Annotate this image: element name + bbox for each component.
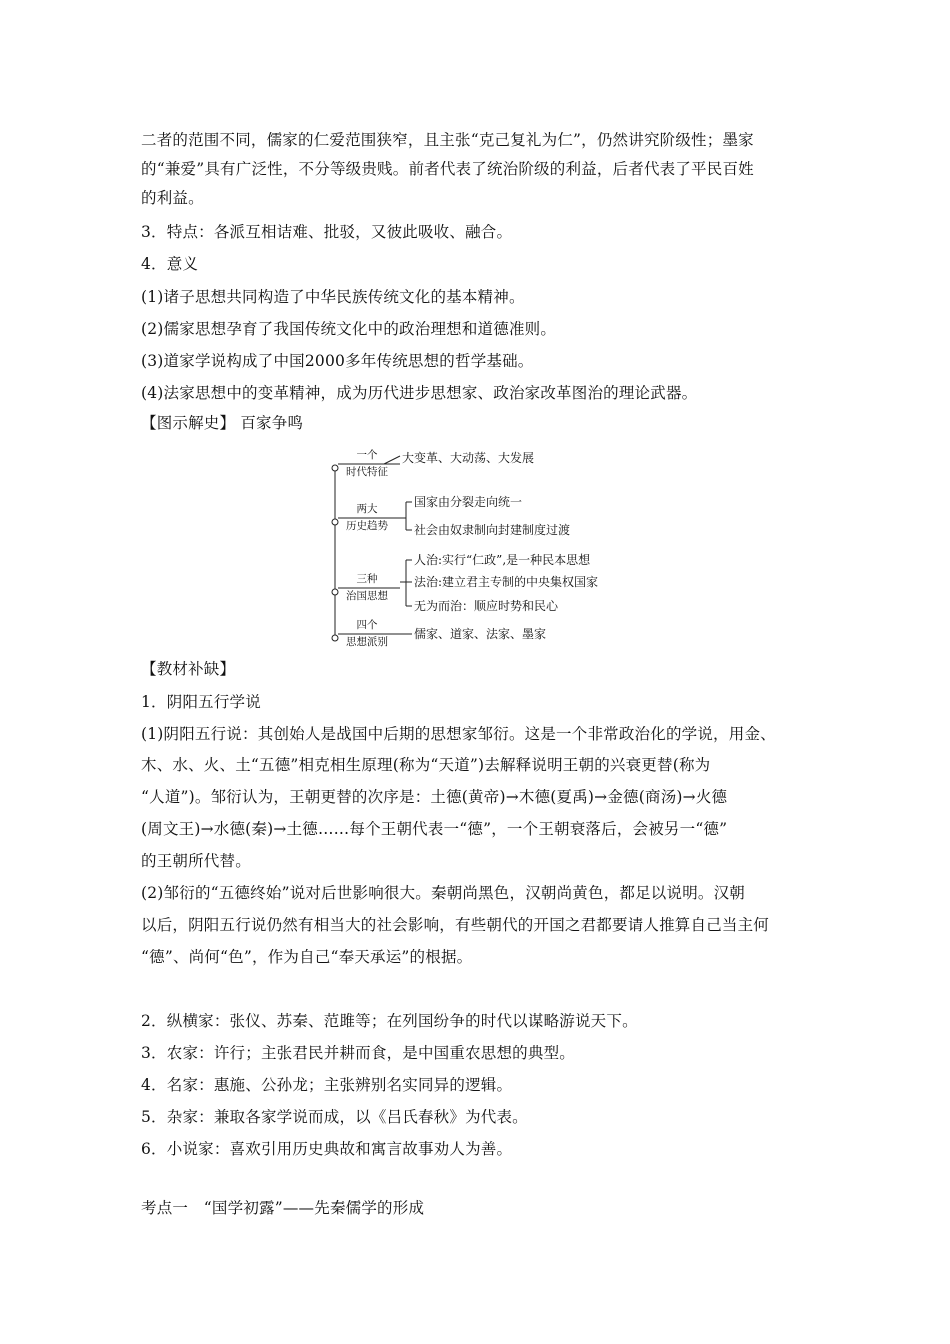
diagram-group1-top: 一个	[356, 449, 378, 461]
diagram-group4-top: 四个	[356, 619, 378, 631]
item-significance-title: 4．意义	[141, 255, 199, 273]
diagram-group3-item: 人治:实行“仁政”,是一种民本思想	[414, 553, 591, 567]
diagram-group4-label: 思想派别	[346, 636, 388, 648]
diagram-group3-item: 法治:建立君主专制的中央集权国家	[414, 575, 599, 589]
paragraph-line: “人道”)。邹衍认为，王朝更替的次序是：土德(黄帝)→木德(夏禹)→金德(商汤)→火德	[141, 788, 728, 806]
significance-2: (2)儒家思想孕育了我国传统文化中的政治理想和道德准则。	[141, 320, 557, 338]
hundred-schools-diagram	[320, 444, 620, 654]
paragraph-line: 二者的范围不同，儒家的仁爱范围狭窄，且主张“克己复礼为仁”，仍然讲究阶级性；墨家	[141, 131, 754, 149]
significance-4: (4)法家思想中的变革精神，成为历代进步思想家、政治家改革图治的理论武器。	[141, 384, 698, 402]
diagram-group3-label: 治国思想	[346, 590, 388, 602]
supplement-heading: 【教材补缺】	[141, 660, 236, 678]
diagram-group1-item: 大变革、大动荡、大发展	[402, 451, 535, 465]
diagram-group2-item: 国家由分裂走向统一	[414, 495, 523, 509]
paragraph-line: 的王朝所代替。	[141, 852, 251, 870]
paragraph-line: 的利益。	[141, 189, 204, 207]
significance-3: (3)道家学说构成了中国2000多年传统思想的哲学基础。	[141, 352, 534, 370]
supplement-3: 3．农家：许行；主张君民并耕而食，是中国重农思想的典型。	[141, 1044, 575, 1062]
supplement-1-title: 1．阴阳五行学说	[141, 693, 261, 711]
diagram-group2-label: 历史趋势	[346, 520, 388, 532]
supplement-5: 5．杂家：兼取各家学说而成，以《吕氏春秋》为代表。	[141, 1108, 528, 1126]
diagram-group4-item: 儒家、道家、法家、墨家	[414, 627, 547, 641]
paragraph-line: (2)邹衍的“五德终始”说对后世影响很大。秦朝尚黑色，汉朝尚黄色，都足以说明。汉朝	[141, 884, 746, 902]
paragraph-line: “德”、尚何“色”，作为自己“奉天承运”的根据。	[141, 948, 473, 966]
item-features: 3．特点：各派互相诘难、批驳，又彼此吸收、融合。	[141, 223, 513, 241]
paragraph-line: (1)阴阳五行说：其创始人是战国中后期的思想家邹衍。这是一个非常政治化的学说，用金、	[141, 725, 776, 743]
diagram-group2-top: 两大	[356, 503, 378, 515]
supplement-6: 6．小说家：喜欢引用历史典故和寓言故事劝人为善。	[141, 1140, 513, 1158]
supplement-4: 4．名家：惠施、公孙龙；主张辨别名实同异的逻辑。	[141, 1076, 513, 1094]
diagram-heading: 【图示解史】 百家争鸣	[141, 414, 304, 432]
supplement-2: 2．纵横家：张仪、苏秦、范雎等；在列国纷争的时代以谋略游说天下。	[141, 1012, 638, 1030]
diagram-group3-top: 三种	[356, 573, 378, 585]
diagram-group1-label: 时代特征	[346, 466, 388, 478]
paragraph-line: 木、水、火、土“五德”相克相生原理(称为“天道”)去解释说明王朝的兴衰更替(称为	[141, 756, 711, 774]
section-title: 考点一 “国学初露”——先秦儒学的形成	[141, 1199, 425, 1217]
paragraph-line: (周文王)→水德(秦)→土德……每个王朝代表一“德”，一个王朝衰落后，会被另一“德”	[141, 820, 728, 838]
paragraph-line: 以后，阴阳五行说仍然有相当大的社会影响，有些朝代的开国之君都要请人推算自己当主何	[141, 916, 770, 934]
significance-1: (1)诸子思想共同构造了中华民族传统文化的基本精神。	[141, 288, 525, 306]
diagram-group2-item: 社会由奴隶制向封建制度过渡	[414, 523, 571, 537]
paragraph-line: 的“兼爱”具有广泛性，不分等级贵贱。前者代表了统治阶级的利益，后者代表了平民百姓	[141, 160, 754, 178]
diagram-group3-item: 无为而治：顺应时势和民心	[414, 599, 559, 613]
